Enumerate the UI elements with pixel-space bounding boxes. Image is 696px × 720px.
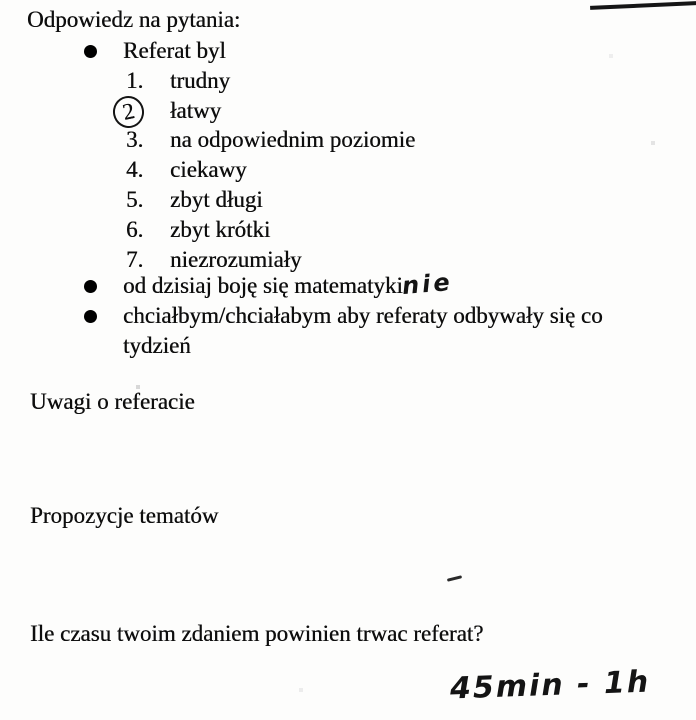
handwritten-answer: 45min - 1h xyxy=(449,664,651,707)
bullet-item-statement xyxy=(0,301,696,361)
question-time: Ile czasu twoim zdaniem powinien trwac referat? xyxy=(30,621,484,646)
handwritten-note: nie xyxy=(400,267,454,301)
bullet-item-referat xyxy=(0,36,696,66)
stray-pen-mark xyxy=(447,575,462,582)
bullet-item-statement xyxy=(0,267,696,301)
option-label: zbyt długi xyxy=(170,187,263,212)
bullet-icon xyxy=(84,280,97,293)
scan-noise-specks xyxy=(0,0,2,2)
option-row-circled xyxy=(0,96,696,126)
section-heading-propozycje: Propozycje tematów xyxy=(30,503,219,528)
option-row xyxy=(0,215,696,245)
option-label: ciekawy xyxy=(170,157,247,182)
bullet-icon xyxy=(84,45,97,58)
option-row xyxy=(0,185,696,215)
bullet-icon xyxy=(84,310,97,323)
option-label: zbyt krótki xyxy=(170,217,271,242)
option-number: 7. xyxy=(126,247,144,272)
statement-text: chciałbym/chciałabym aby referaty odbywały się co tydzień xyxy=(123,303,603,358)
option-label: trudny xyxy=(170,68,231,93)
option-row xyxy=(0,66,696,96)
option-number: 6. xyxy=(126,217,144,242)
option-number: 3. xyxy=(126,127,144,152)
document-heading: Odpowiedz na pytania: xyxy=(27,7,241,32)
option-row xyxy=(0,125,696,155)
option-number: 1. xyxy=(126,68,144,93)
option-number: 4. xyxy=(126,157,144,182)
option-number: 5. xyxy=(126,187,144,212)
option-label: niezrozumiały xyxy=(170,247,302,272)
option-label: na odpowiednim poziomie xyxy=(170,127,416,152)
circled-option-number: 2 xyxy=(110,93,147,131)
scan-edge-artifact xyxy=(590,1,696,9)
option-label: łatwy xyxy=(170,98,222,123)
statement-text: od dzisiaj boję się matematyki xyxy=(123,273,403,298)
bullet-item-label: Referat byl xyxy=(123,38,226,63)
option-row xyxy=(0,155,696,185)
section-heading-uwagi: Uwagi o referacie xyxy=(30,389,195,414)
